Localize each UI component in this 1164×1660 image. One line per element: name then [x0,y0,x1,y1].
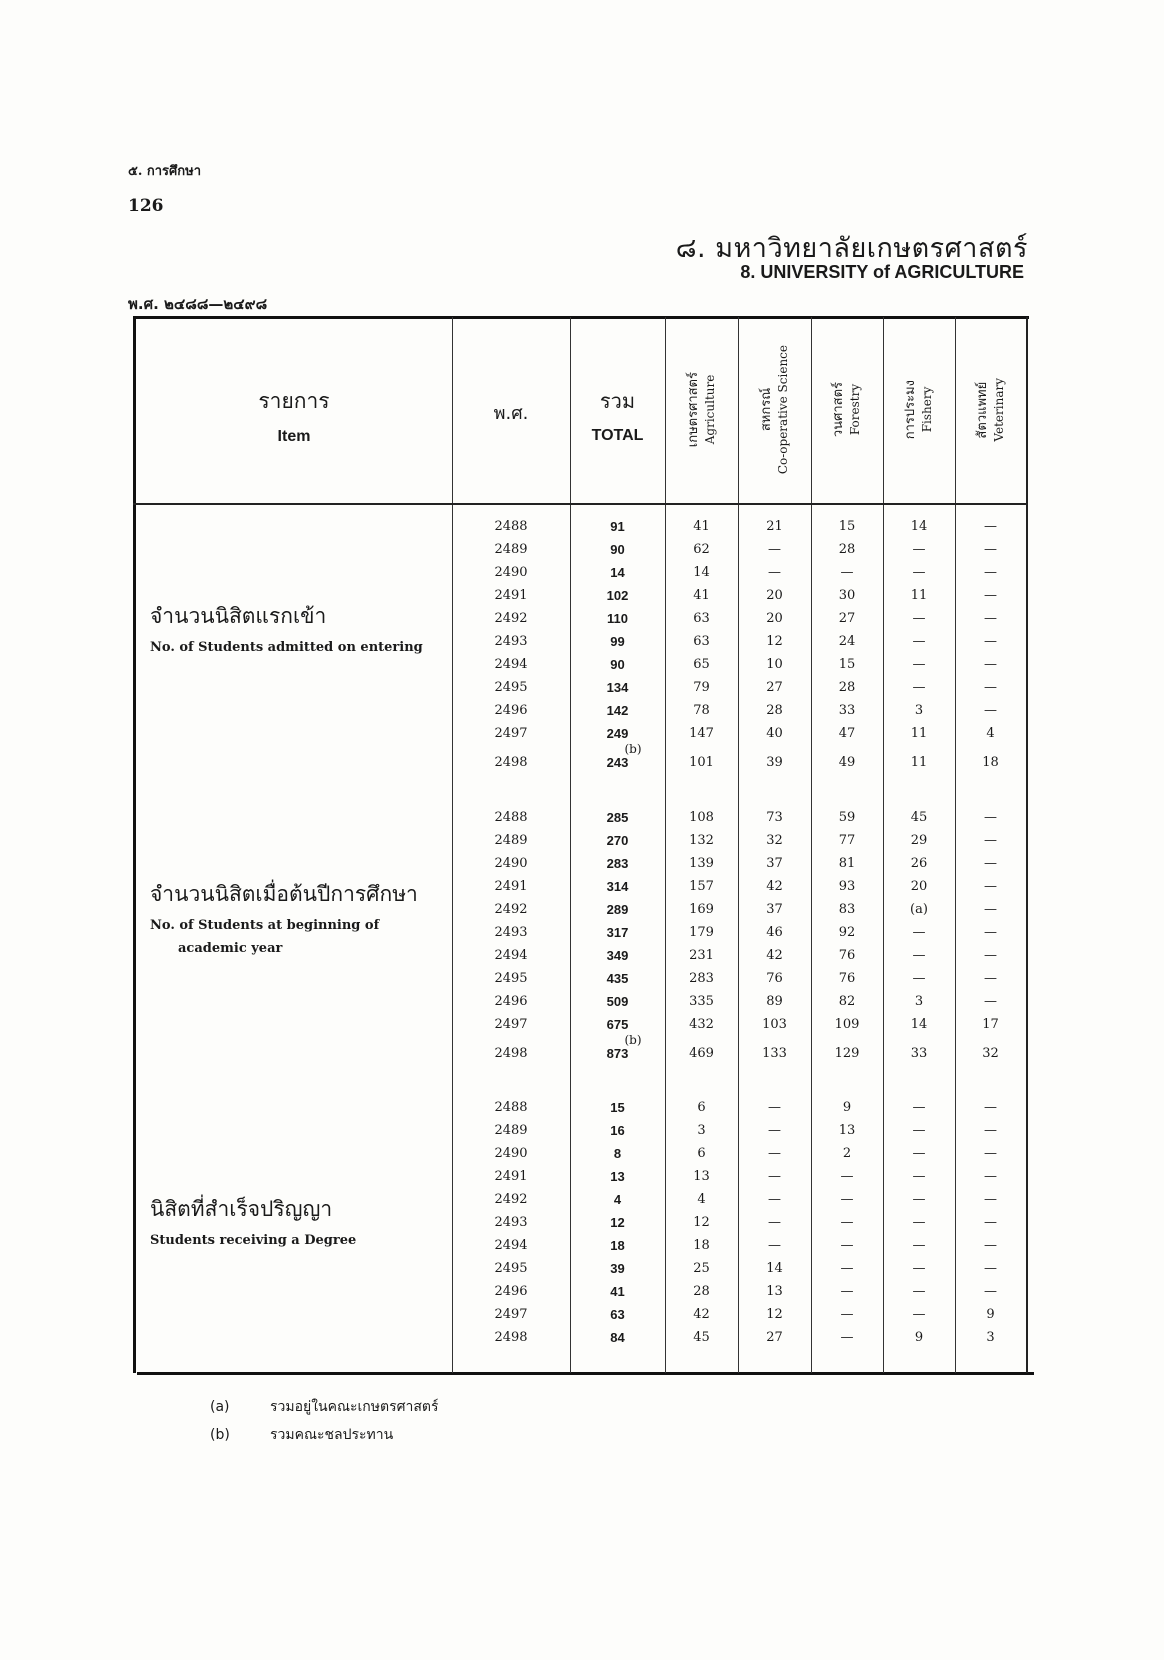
table-cell-fi: 11 [910,726,928,741]
table-cell-co: 42 [766,948,783,963]
table-cell-fo: 30 [838,588,856,603]
section-heading: ๕. การศึกษา [128,164,202,179]
table-cell-fo: 2 [842,1146,852,1161]
column-header-year: พ.ศ. [493,403,529,424]
table-cell-fo: 76 [838,948,856,963]
table-cell-ag: 231 [689,948,714,963]
table-cell-co: — [768,1238,781,1253]
table-cell-ag: 79 [693,680,710,695]
total-header-thai: รวม [599,389,636,413]
table-cell-co: — [768,1100,781,1115]
table-cell-fi: — [912,1238,926,1253]
section-label-graduates [150,1193,450,1249]
table-cell-fo: 15 [838,657,856,672]
footnote-a [210,1396,439,1418]
table-cell-year: 2492 [494,1192,528,1207]
table-cell-total: 110 [607,611,628,626]
table-cell-ag: 157 [689,879,714,894]
table-top-rule [133,316,1029,319]
table-cell-ag: 6 [697,1100,706,1115]
forestry-header-english: Forestry [848,384,862,436]
table-cell-ve: — [984,971,997,986]
table-cell-co: 76 [766,971,783,986]
table-cell-ve: — [984,902,997,917]
header-rule [133,503,1028,505]
table-cell-co: 20 [766,611,783,626]
table-cell-fo: 76 [838,971,856,986]
table-cell-ve: — [984,634,997,649]
table-cell-ve: — [984,1238,997,1253]
table-cell-co: 133 [762,1046,787,1061]
table-cell-ve: 4 [986,726,995,741]
table-cell-fo: 59 [838,810,856,825]
table-cell-ag: 42 [693,1307,710,1322]
section-label-admitted [150,600,450,656]
agriculture-header-thai: เกษตรศาสตร์ [685,372,701,448]
table-cell-fo: 92 [838,925,856,940]
fishery-header-thai: การประมง [903,380,918,440]
table-cell-year: 2497 [494,726,528,741]
table-cell-fi: — [912,1192,926,1207]
table-cell-fo: 49 [838,755,856,770]
table-cell-co: 27 [766,1330,783,1345]
table-cell-ag: 469 [689,1046,714,1061]
table-cell-ag: 432 [689,1017,714,1032]
table-cell-year: 2491 [494,879,528,894]
table-cell-year: 2494 [494,1238,528,1253]
table-cell-total: 314 [606,879,629,894]
table-cell-ag: 283 [689,971,714,986]
table-cell-co: 73 [766,810,783,825]
table-cell-co: 14 [766,1261,783,1276]
table-cell-year: 2492 [494,611,528,626]
table-cell-ag: 12 [693,1215,710,1230]
table-cell-co: 42 [766,879,783,894]
table-cell-ag: 14 [693,565,710,580]
table-cell-year: 2496 [494,994,528,1009]
table-cell-ag: 45 [693,1330,710,1345]
table-cell-year: 2493 [494,634,528,649]
table-cell-ag: 101 [689,755,714,770]
table-bottom-rule [137,1372,1034,1375]
section-label-english: No. of Students admitted on entering [150,640,423,655]
table-cell-fi: — [912,611,926,626]
table-cell-total: 317 [606,925,629,940]
table-cell-fi: — [912,971,926,986]
table-cell-year: 2493 [494,925,528,940]
table-cell-year: 2498 [494,1330,528,1345]
table-cell-ag: 28 [693,1284,710,1299]
table-cell-fi: — [912,925,926,940]
table-cell-ag: 108 [689,810,714,825]
table-cell-fi: 9 [914,1330,924,1345]
table-cell-ag: 13 [693,1169,710,1184]
table-cell-fi: 11 [910,755,928,770]
fishery-header-english: Fishery [920,387,934,433]
section-label-thai: จำนวนนิสิตเมื่อต้นปีการศึกษา [150,882,418,906]
table-cell-total: 285 [606,810,629,825]
table-cell-fi: — [912,542,926,557]
table-cell-ag: 62 [693,542,710,557]
table-cell-year: 2498 [494,755,528,770]
table-cell-ve: — [984,856,997,871]
table-cell-total: 102 [606,588,629,603]
table-cell-fo: 77 [838,833,856,848]
table-cell-fo: 27 [838,611,856,626]
table-left-rule [133,317,136,1373]
table-cell-fi: — [912,634,926,649]
table-cell-fi: — [912,1215,926,1230]
table-cell-ag: 41 [693,519,710,534]
table-cell-fo: — [840,1215,854,1230]
table-cell-ag: 139 [689,856,714,871]
table-cell-ve: — [984,542,997,557]
table-cell-fi: — [912,948,926,963]
table-cell-ve: — [984,1123,997,1138]
section-label-enrolled [150,878,450,957]
table-cell-total: 873 [606,1046,629,1061]
table-cell-fi: 29 [910,833,928,848]
table-cell-total: 134 [606,680,629,695]
veterinary-header-thai: สัตวแพทย์ [974,381,990,439]
table-cell-total: 90 [610,657,625,672]
table-cell-fi: 20 [910,879,928,894]
table-cell-total: 509 [606,994,629,1009]
table-cell-fi: 11 [910,588,928,603]
table-cell-year: 2497 [494,1307,528,1322]
table-cell-total: 243 [606,755,629,770]
table-cell-fo: 109 [834,1017,860,1032]
footnote-key: (b) [210,1427,230,1443]
table-cell-year: 2491 [494,1169,528,1184]
table-cell-fi: 33 [910,1046,928,1061]
table-cell-year: 2488 [494,810,528,825]
table-cell-ag: 65 [693,657,710,672]
column-header-cooperative [738,330,811,490]
section-label-english-cont: academic year [178,941,283,956]
table-cell-fo: 129 [834,1046,860,1061]
table-cell-year: 2493 [494,1215,528,1230]
table-cell-ag: 147 [689,726,714,741]
table-cell-fi: 45 [910,810,928,825]
table-cell-ve: 18 [982,755,999,770]
cooperative-header-english: Co-operative Science [775,345,790,475]
table-cell-ag: 63 [693,611,710,626]
table-cell-total: 63 [610,1307,625,1322]
table-cell-total: 289 [606,902,629,917]
table-cell-total: 249 [606,726,629,741]
table-cell-ve: — [984,879,997,894]
table-cell-total: 675 [606,1017,629,1032]
total-footnote-marker: (b) [624,1033,642,1047]
column-header-agriculture [665,330,738,490]
table-cell-total: 91 [610,519,625,534]
table-cell-year: 2489 [494,542,528,557]
table-cell-fo: 33 [838,703,856,718]
table-cell-co: 32 [766,833,783,848]
table-cell-fo: — [840,1307,854,1322]
table-cell-co: 46 [766,925,783,940]
table-cell-fo: — [840,1169,854,1184]
table-cell-year: 2495 [494,971,528,986]
footnote-key: (a) [210,1399,230,1415]
table-cell-year: 2488 [494,519,528,534]
table-cell-fo: 81 [838,856,856,871]
footnote-text: รวมคณะชลประทาน [270,1427,394,1443]
page-number: 126 [128,196,164,216]
table-cell-total: 283 [606,856,629,871]
table-cell-year: 2492 [494,902,528,917]
table-cell-ag: 335 [689,994,714,1009]
table-cell-fo: — [840,1284,854,1299]
table-cell-year: 2489 [494,833,528,848]
table-cell-year: 2491 [494,588,528,603]
table-cell-year: 2489 [494,1123,528,1138]
table-cell-co: — [768,1146,781,1161]
table-cell-ve: — [984,1284,997,1299]
table-cell-ve: — [984,1169,997,1184]
cooperative-header-thai: สหกรณ์ [758,388,774,432]
table-cell-fi: — [912,1307,926,1322]
table-cell-ag: 41 [693,588,710,603]
table-cell-ve: — [984,1261,997,1276]
table-cell-total: 12 [610,1215,625,1230]
table-cell-fi: — [912,1146,926,1161]
table-cell-year: 2495 [494,1261,528,1276]
table-cell-year: 2495 [494,680,528,695]
table-cell-year: 2496 [494,703,528,718]
table-cell-fi: — [912,1169,926,1184]
forestry-header-thai: วนศาสตร์ [831,382,846,438]
table-cell-fo: 82 [838,994,856,1009]
table-cell-co: 89 [766,994,783,1009]
table-cell-co: 12 [766,1307,783,1322]
table-cell-year: 2494 [494,657,528,672]
table-cell-co: 10 [766,657,783,672]
table-cell-co: — [768,1192,781,1207]
table-cell-fi: 14 [910,1017,928,1032]
table-cell-fo: — [840,1238,854,1253]
total-header-english: TOTAL [591,427,644,444]
table-cell-fi: — [912,565,926,580]
table-cell-co: 13 [766,1284,783,1299]
table-cell-total: 99 [610,634,625,649]
table-cell-ve: — [984,703,997,718]
table-cell-ag: 63 [693,634,710,649]
table-cell-ag: 6 [697,1146,706,1161]
table-cell-ve: — [984,810,997,825]
table-cell-ve: — [984,925,997,940]
table-cell-fi: 3 [914,703,924,718]
table-cell-year: 2496 [494,1284,528,1299]
table-cell-total: 349 [606,948,629,963]
table-cell-total: 142 [606,703,629,718]
table-cell-fo: — [840,1192,854,1207]
table-cell-co: 37 [766,856,783,871]
table-cell-ve: — [984,833,997,848]
table-cell-fo: — [840,1261,854,1276]
table-cell-fi: — [912,657,926,672]
table-cell-co: 37 [766,902,783,917]
table-cell-fi: — [912,1123,926,1138]
table-cell-co: 20 [766,588,783,603]
column-header-item [136,385,452,446]
section-label-thai: นิสิตที่สำเร็จปริญญา [150,1197,333,1221]
footnote-text: รวมอยู่ในคณะเกษตรศาสตร์ [270,1399,439,1415]
table-cell-co: 12 [766,634,783,649]
table-cell-fi: — [912,1261,926,1276]
total-footnote-marker: (b) [624,742,642,756]
table-title-thai: ๘. มหาวิทยาลัยเกษตรศาสตร์ [675,233,1028,264]
table-cell-fo: 9 [842,1100,852,1115]
table-cell-total: 41 [610,1284,625,1299]
table-cell-fo: 24 [838,634,856,649]
table-cell-fo: 28 [838,680,856,695]
table-cell-ve: — [984,611,997,626]
table-cell-total: 90 [610,542,625,557]
table-cell-year: 2497 [494,1017,528,1032]
table-cell-ve: — [984,519,997,534]
table-cell-fi: (a) [910,902,928,917]
table-cell-fi: — [912,680,926,695]
table-cell-total: 4 [613,1192,622,1207]
section-label-thai: จำนวนนิสิตแรกเข้า [150,604,327,628]
table-cell-fo: 28 [838,542,856,557]
table-cell-total: 270 [606,833,629,848]
table-cell-ag: 179 [689,925,714,940]
column-header-veterinary [955,330,1026,490]
table-cell-total: 39 [610,1261,625,1276]
table-cell-fo: 93 [838,879,856,894]
table-cell-fi: 14 [910,519,928,534]
year-range: พ.ศ. ๒๔๘๘—๒๔๙๘ [128,295,268,313]
table-cell-co: — [768,542,781,557]
table-cell-ve: — [984,657,997,672]
table-cell-fi: — [912,1284,926,1299]
table-cell-year: 2490 [494,1146,528,1161]
table-cell-fo: — [840,1330,854,1345]
table-cell-fo: 13 [838,1123,856,1138]
table-cell-ve: 3 [986,1330,995,1345]
table-title-english: 8. UNIVERSITY of AGRICULTURE [740,262,1024,282]
table-cell-co: — [768,1215,781,1230]
table-cell-ve: — [984,1100,997,1115]
footnote-b [210,1424,393,1446]
table-cell-year: 2498 [494,1046,528,1061]
agriculture-header-english: Agriculture [702,375,717,445]
table-cell-fo: 47 [838,726,856,741]
table-cell-total: 8 [613,1146,622,1161]
table-cell-co: — [768,1123,781,1138]
table-cell-ag: 78 [693,703,710,718]
column-header-fishery [883,330,955,490]
table-cell-total: 16 [610,1123,625,1138]
section-label-english: No. of Students at beginning of [150,918,380,933]
table-cell-co: 39 [766,755,783,770]
item-header-english: Item [277,428,311,445]
table-cell-ag: 3 [697,1123,706,1138]
table-cell-fi: 3 [914,994,924,1009]
table-cell-year: 2490 [494,565,528,580]
table-cell-total: 15 [610,1100,625,1115]
table-cell-ve: — [984,588,997,603]
table-cell-ve: — [984,680,997,695]
veterinary-header-english: Veterinary [991,378,1006,442]
table-cell-fi: — [912,1100,926,1115]
table-cell-ag: 169 [689,902,714,917]
table-cell-total: 84 [610,1330,625,1345]
table-cell-co: — [768,565,781,580]
table-cell-co: 27 [766,680,783,695]
table-cell-fo: 15 [838,519,856,534]
table-cell-fo: 83 [838,902,856,917]
table-cell-ve: 9 [986,1307,995,1322]
table-cell-year: 2488 [494,1100,528,1115]
item-header-thai: รายการ [258,389,330,413]
table-cell-ve: — [984,1215,997,1230]
table-cell-ve: — [984,565,997,580]
column-header-forestry [811,330,883,490]
table-cell-ve: — [984,1146,997,1161]
column-header-total [570,385,665,445]
table-cell-total: 435 [606,971,629,986]
table-cell-ve: — [984,948,997,963]
table-cell-ve: 17 [982,1017,999,1032]
table-cell-ag: 25 [693,1261,710,1276]
table-cell-ve: — [984,994,997,1009]
table-cell-co: 103 [762,1017,787,1032]
table-cell-co: 21 [766,519,783,534]
table-cell-ve: — [984,1192,997,1207]
table-cell-year: 2494 [494,948,528,963]
table-cell-fo: — [840,565,854,580]
table-cell-ag: 18 [693,1238,710,1253]
table-cell-co: 28 [766,703,783,718]
table-cell-total: 13 [610,1169,625,1184]
table-cell-co: — [768,1169,781,1184]
table-cell-fi: 26 [910,856,928,871]
table-cell-co: 40 [766,726,783,741]
table-cell-year: 2490 [494,856,528,871]
table-right-rule [1026,317,1028,1373]
section-label-english: Students receiving a Degree [150,1233,357,1248]
table-cell-ag: 132 [689,833,714,848]
table-cell-ve: 32 [982,1046,999,1061]
table-cell-total: 14 [610,565,625,580]
table-cell-total: 18 [610,1238,625,1253]
table-cell-ag: 4 [697,1192,706,1207]
